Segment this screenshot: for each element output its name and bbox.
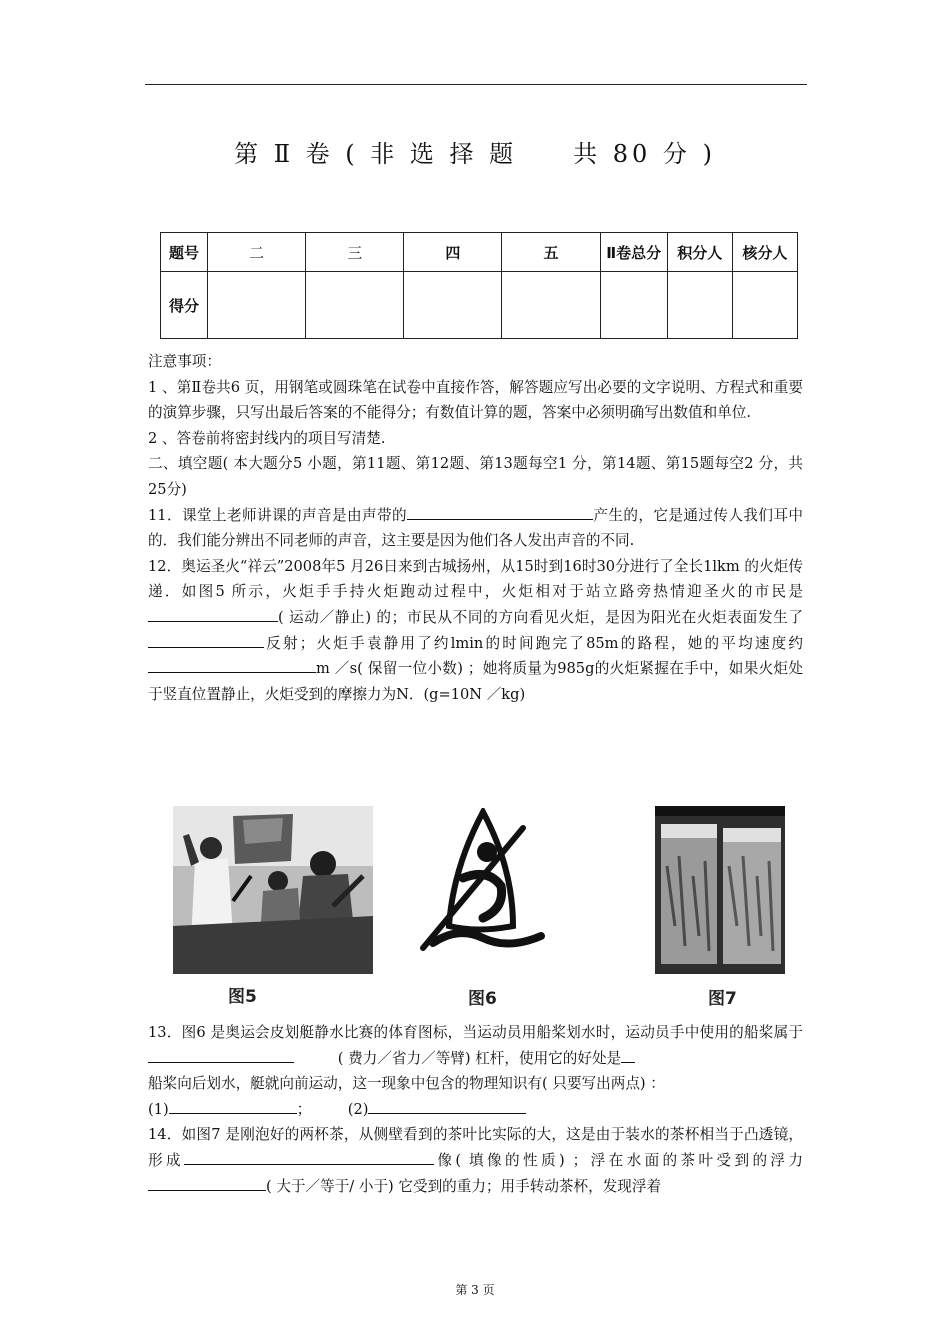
figures-row	[165, 806, 795, 1011]
figure-6-canoe-pictogram	[413, 808, 553, 958]
q11-text-b: 产生的，它是通过传人我们耳中的．我们能分辨出不同老师的声音，这主要是因为他们各人发出声音的不同.	[148, 506, 803, 550]
q13-part1-label: (1)	[148, 1100, 169, 1118]
q14-text-b: 像( 填像的性质) ；浮在水面的茶叶受到的浮力	[433, 1151, 803, 1169]
q12-blank-3[interactable]	[148, 656, 316, 673]
figure-5-torch-relay-photo	[173, 806, 373, 974]
notes-heading: 注意事项：	[148, 353, 221, 370]
score-cell[interactable]	[306, 272, 404, 339]
row-score-label: 得分	[161, 272, 208, 339]
q13-text-b: ( 费力／省力／等臂) 杠杆，使用它的好处是	[337, 1049, 622, 1067]
score-table-score-row	[161, 272, 798, 339]
q14-text-a: 14．如图7 是刚泡好的两杯茶，从侧壁看到的茶叶比实际的大，这是由于装水的茶杯相当于凸透镜，形成	[148, 1126, 803, 1169]
q13-text-c: 船桨向后划水，艇就向前运动，这一现象中包含的物理知识有( 只要写出两点) ：	[148, 1075, 665, 1093]
q12-text-b: ( 运动／静止) 的；市民从不同的方向看见火炬，是因为阳光在火炬表面发生了	[278, 608, 803, 626]
q14-text-c: ( 大于／等于/ 小于) 它受到的重力；用手转动茶杯，发现浮着	[266, 1177, 662, 1195]
q12-text-c: 反射；火炬手袁静用了约lmin的时间跑完了85m的路程，她的平均速度约	[264, 634, 803, 652]
score-cell[interactable]	[667, 272, 732, 339]
question-11	[148, 503, 803, 554]
q12-blank-2[interactable]	[148, 631, 264, 648]
col-total: Ⅱ卷总分	[600, 233, 667, 272]
questions-continued	[148, 1020, 803, 1199]
note-item-2: 2 、答卷前将密封线内的项目写清楚.	[148, 429, 386, 447]
q13-separator: ；	[296, 1100, 304, 1118]
score-cell[interactable]	[502, 272, 600, 339]
q14-blank-2[interactable]	[148, 1174, 266, 1191]
score-cell[interactable]	[208, 272, 306, 339]
q13-blank-1[interactable]	[148, 1046, 294, 1063]
col-three: 三	[306, 233, 404, 272]
score-table-header-row	[161, 233, 798, 272]
note-item-1: 1 、第Ⅱ卷共6 页，用钢笔或圆珠笔在试卷中直接作答，解答题应写出必要的文字说明、方程式和重要的演算步骤，只写出最后答案的不能得分；有数值计算的题，答案中必须明确写出数值和单位.	[148, 378, 803, 422]
figure-7-tea-cups-photo	[655, 806, 785, 974]
q13-blank-2[interactable]	[621, 1046, 635, 1063]
figure-5-caption: 图5	[228, 987, 257, 1007]
score-table	[160, 232, 798, 339]
col-five: 五	[502, 233, 600, 272]
page-number: 第 3 页	[455, 1283, 495, 1297]
col-scorer: 积分人	[667, 233, 732, 272]
col-two: 二	[208, 233, 306, 272]
figure-7-caption: 图7	[708, 989, 737, 1009]
q11-text-a: 11．课堂上老师讲课的声音是由声带的	[148, 506, 407, 524]
question-13	[148, 1020, 803, 1071]
score-cell[interactable]	[732, 272, 797, 339]
q13-part2-label: (2)	[347, 1100, 369, 1118]
col-four: 四	[404, 233, 502, 272]
top-rule	[145, 84, 807, 85]
section2-heading: 二、填空题( 本大题分5 小题，第11题、第12题、第13题每空1 分，第14题、第15题每空2 分，共25分)	[148, 455, 803, 498]
q12-text-d: m ／s( 保留一位小数) ；她将质量为985g的火炬紧握在手中，如果火炬处于竖直位置静止，火炬受到的摩擦力为N．(g=10N ／kg)	[148, 660, 803, 703]
col-question-number: 题号	[161, 233, 208, 272]
instructions-block	[148, 349, 803, 707]
q13-blank-4[interactable]	[368, 1097, 526, 1114]
question-14	[148, 1122, 803, 1199]
question-12	[148, 554, 803, 708]
q13-answers	[148, 1097, 803, 1123]
section-title: 第 Ⅱ 卷 ( 非 选 择 题 共 80 分 )	[234, 140, 716, 168]
score-cell[interactable]	[404, 272, 502, 339]
col-checker: 核分人	[732, 233, 797, 272]
score-cell[interactable]	[600, 272, 667, 339]
q13-text-a: 13．图6 是奥运会皮划艇静水比赛的体育图标，当运动员用船桨划水时，运动员手中使用的船桨属于	[148, 1024, 803, 1041]
q13-blank-3[interactable]	[169, 1097, 297, 1114]
figure-6-caption: 图6	[468, 989, 497, 1009]
q11-blank[interactable]	[407, 503, 593, 520]
q12-text-a: 12．奥运圣火“祥云”2008年5 月26日来到古城扬州，从15时到16时30分进行了全长1lkm 的火炬传递．如图5 所示，火炬手手持火炬跑动过程中，火炬相对于站立路旁热情迎圣火的市民是	[148, 557, 803, 601]
q14-blank-1[interactable]	[184, 1148, 434, 1165]
q12-blank-1[interactable]	[148, 605, 278, 622]
